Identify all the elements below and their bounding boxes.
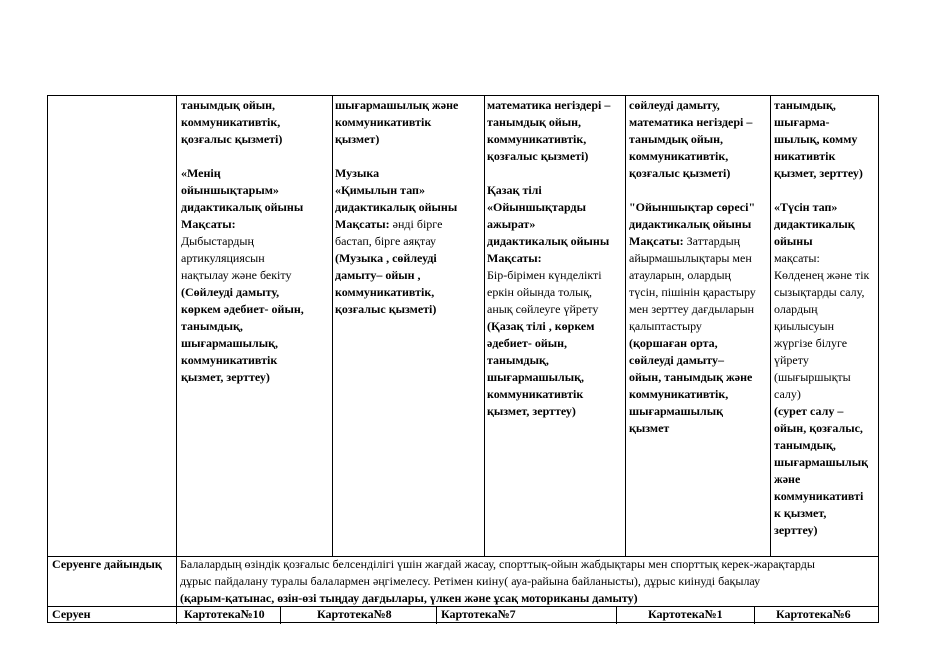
text-line: дұрыс пайдалану туралы балалармен әңгімелесу. Ретімен киіну( ауа-райына байланысты), дұрыс киінуді бақылау — [180, 574, 761, 588]
text-line: шығармашылық, — [181, 336, 279, 350]
text-line: қызмет — [629, 421, 670, 435]
text-line: олардың — [774, 302, 818, 316]
text-line: танымдық, — [774, 98, 836, 112]
activity-cell-3 — [487, 97, 610, 420]
text-line: (шығыршықты — [774, 370, 851, 384]
text-line — [629, 182, 756, 199]
text-line: және — [774, 472, 801, 486]
text-line — [774, 182, 869, 199]
text-line: сөйлеуді дамыту– — [629, 353, 724, 367]
text-line: қызмет) — [335, 132, 380, 146]
text-line: қызмет, зерттеу) — [487, 404, 576, 418]
text-line: айырмашылықтары мен — [629, 251, 752, 265]
text-line: сөйлеуді дамыту, — [629, 98, 720, 112]
text-line: (қарым-қатынас, өзін-өзі тыңдау дағдылары, үлкен және ұсақ моториканы дамыту) — [180, 591, 638, 605]
text-line: жүргізе білуге — [774, 336, 848, 350]
text-line: математика негіздері – — [487, 98, 611, 112]
text-line: танымдық ойын, — [629, 132, 724, 146]
col-divider — [625, 96, 626, 556]
col-divider — [176, 96, 177, 624]
text-line: танымдық, — [487, 353, 549, 367]
text-line: мен зерттеу дағдыларын — [629, 302, 755, 316]
text-line: ойын, танымдық және — [629, 370, 753, 384]
text-line: қалыптастыру — [629, 319, 702, 333]
text-line: дидактикалық — [774, 217, 855, 231]
text-line: қиылысуын — [774, 319, 835, 333]
text-line: дидактикалық ойыны — [629, 217, 752, 231]
text-line: коммуникативтік, — [335, 285, 435, 299]
text-line: мақсаты: — [774, 251, 820, 265]
text-line: коммуникативтік — [335, 115, 432, 129]
col-divider — [754, 606, 755, 624]
text-line: к қызмет, — [774, 506, 827, 520]
text-line: дидактикалық ойыны — [487, 234, 610, 248]
text-line: коммуникативтік — [181, 353, 278, 367]
text-line: ажырат» — [487, 217, 536, 231]
text-line: танымдық, — [181, 319, 243, 333]
activity-cell-2 — [335, 97, 458, 318]
text-line — [335, 148, 458, 165]
text-line: қозғалыс қызметі) — [335, 302, 437, 316]
prep-row-label: Серуенге дайындық — [52, 557, 162, 571]
text-line: көркем әдебиет- ойын, — [181, 302, 304, 316]
walk-card-1: Картотека№10 — [184, 607, 265, 621]
text-line: артикуляциясын — [181, 251, 265, 265]
text-line: Қазақ тілі — [487, 183, 542, 197]
text-line: Музыка — [335, 166, 380, 180]
text-line — [181, 148, 304, 165]
text-line: ойыншықтарым» — [181, 183, 279, 197]
text-line: математика негіздері – — [629, 115, 753, 129]
text-line: коммуникативті — [774, 489, 864, 503]
text-line: Мақсаты: Заттардың — [629, 234, 741, 248]
walk-card-3: Картотека№7 — [441, 607, 516, 621]
prep-row-text — [180, 556, 815, 607]
text-line: салу) — [774, 387, 801, 401]
text-line: Мақсаты: әнді бірге — [335, 217, 443, 231]
text-line: коммуникативтік, — [487, 132, 587, 146]
walk-card-2: Картотека№8 — [317, 607, 392, 621]
text-line: Балалардың өзіндік қозғалыс белсенділігі үшін жағдай жасау, спорттық-ойын жабдықтары мен спорттық керек-жарақтарды — [180, 557, 815, 571]
text-line: (Музыка , сөйлеуді — [335, 251, 437, 265]
walk-card-4: Картотека№1 — [648, 607, 723, 621]
text-line: қозғалыс қызметі) — [629, 166, 731, 180]
text-line: еркін ойында толық, — [487, 285, 593, 299]
text-line: ойыны — [774, 234, 813, 248]
text-line: дидактикалық ойыны — [181, 200, 304, 214]
text-line: коммуникативтік, — [181, 115, 281, 129]
col-divider — [280, 606, 281, 624]
text-line: танымдық ойын, — [181, 98, 276, 112]
text-line: (сурет салу – — [774, 404, 844, 418]
text-line: (қоршаған орта, — [629, 336, 718, 350]
text-line: коммуникативтік, — [629, 387, 729, 401]
text-line: шылық, комму — [774, 132, 858, 146]
text-line: әдебиет- ойын, — [487, 336, 568, 350]
text-line: Көлденең және тік — [774, 268, 870, 282]
text-line: (Қазақ тілі , көркем — [487, 319, 595, 333]
text-line: коммуникативтік, — [629, 149, 729, 163]
text-line: қозғалыс қызметі) — [487, 149, 589, 163]
text-line: дидактикалық ойыны — [335, 200, 458, 214]
text-line: танымдық, — [774, 438, 836, 452]
text-line: никативтік — [774, 149, 836, 163]
text-line: зерттеу) — [774, 523, 818, 537]
text-line: атауларын, олардың — [629, 268, 731, 282]
text-line: «Ойыншықтарды — [487, 200, 586, 214]
text-line — [487, 165, 610, 182]
col-divider — [616, 606, 617, 624]
text-line: коммуникативтік — [487, 387, 584, 401]
text-line: сызықтарды салу, — [774, 285, 865, 299]
col-divider — [436, 606, 437, 624]
text-line: Бір-бірімен күнделікті — [487, 268, 602, 282]
text-line: (Сөйлеуді дамыту, — [181, 285, 280, 299]
text-line: шығармашылық және — [335, 98, 459, 112]
text-line: қызмет, зерттеу) — [774, 166, 863, 180]
text-line: шығармашылық — [774, 455, 869, 469]
text-line: үйрету — [774, 353, 809, 367]
activity-cell-4 — [629, 97, 756, 437]
text-line: «Түсін тап» — [774, 200, 838, 214]
text-line: түсін, пішінін қарастыру — [629, 285, 756, 299]
activity-cell-1 — [181, 97, 304, 386]
walk-row-label: Серуен — [52, 607, 91, 621]
text-line: Мақсаты: — [487, 251, 542, 265]
text-line: "Ойыншықтар сөресі" — [629, 200, 756, 214]
col-divider — [484, 96, 485, 556]
text-line: анық сөйлеуге үйрету — [487, 302, 599, 316]
walk-card-5: Картотека№6 — [776, 607, 851, 621]
col-divider — [332, 96, 333, 556]
text-line: бастап, бірге аяқтау — [335, 234, 437, 248]
text-line: нақтылау және бекіту — [181, 268, 292, 282]
text-line: қозғалыс қызметі) — [181, 132, 283, 146]
text-line: шығармашылық — [629, 404, 724, 418]
text-line: шығармашылық, — [487, 370, 585, 384]
text-line: «Қимылын тап» — [335, 183, 425, 197]
text-line: Мақсаты: — [181, 217, 236, 231]
text-line: «Менің — [181, 166, 221, 180]
text-line: Дыбыстардың — [181, 234, 254, 248]
text-line: шығарма- — [774, 115, 830, 129]
text-line: ойын, қозғалыс, — [774, 421, 863, 435]
text-line: танымдық ойын, — [487, 115, 582, 129]
col-divider — [770, 96, 771, 556]
activity-cell-5 — [774, 97, 869, 539]
text-line: қызмет, зерттеу) — [181, 370, 270, 384]
text-line: дамыту– ойын , — [335, 268, 421, 282]
